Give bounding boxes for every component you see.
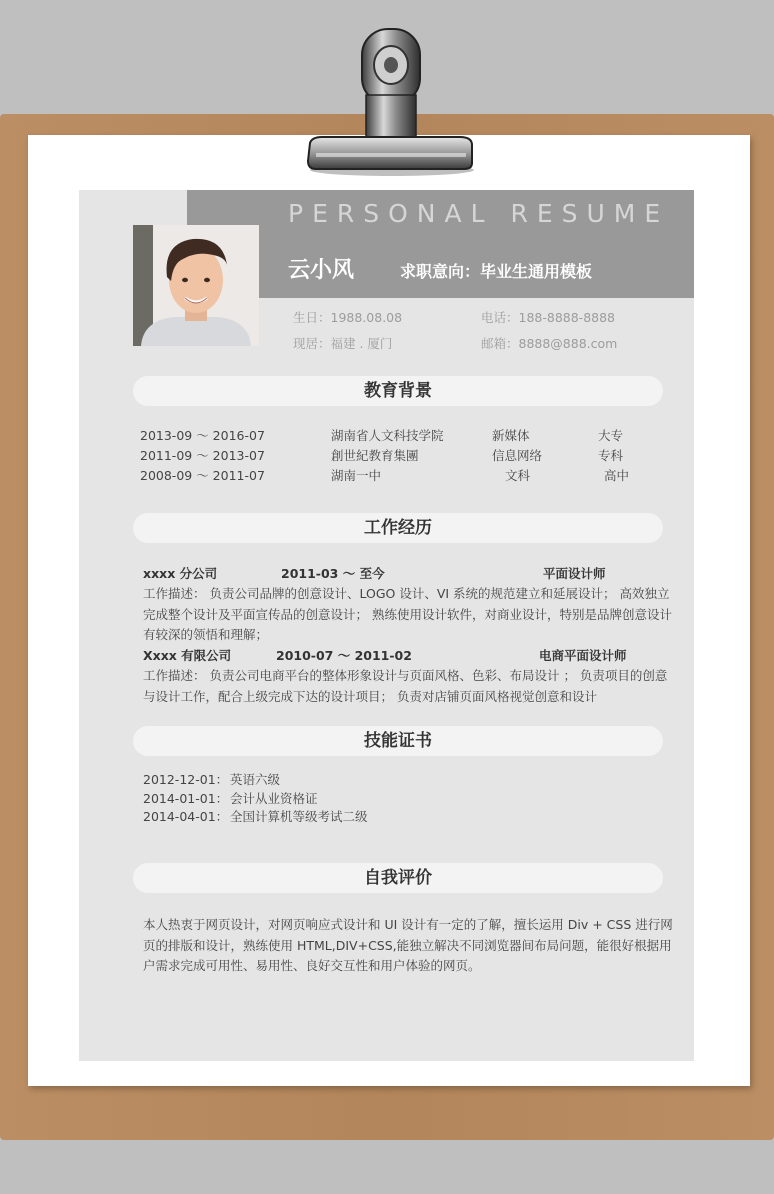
skill-name: 全国计算机等级考试二级 xyxy=(230,809,368,824)
job-company: Xxxx 有限公司 xyxy=(143,648,232,663)
evaluation-line: 户需求完成可用性、易用性、良好交互性和用户体验的网页。 xyxy=(143,958,481,974)
job-description xyxy=(143,584,672,646)
work-section-title: 工作经历 xyxy=(133,513,663,543)
education-degree: 专科 xyxy=(598,448,624,463)
job-company: xxxx 分公司 xyxy=(143,566,218,581)
phone-info: 电话：188-8888-8888 xyxy=(481,310,616,325)
job-description xyxy=(143,666,667,707)
description-line: 工作描述： 负责公司电商平台的整体形象设计与页面风格、色彩、布局设计 ； 负责项目的创意 xyxy=(143,668,668,683)
residence-info: 现居：福建 . 厦门 xyxy=(293,336,393,351)
job-period: 2011-03 ～ 至今 xyxy=(281,566,385,581)
self-evaluation-section-title: 自我评价 xyxy=(133,863,663,893)
evaluation-line: 本人热衷于网页设计，对网页响应式设计和 UI 设计有一定的了解，擅长运用 Div + CSS 进行网 xyxy=(143,917,673,932)
education-school: 湖南省人文科技学院 xyxy=(331,428,444,443)
skills-section-title: 技能证书 xyxy=(133,726,663,756)
education-major: 文科 xyxy=(505,468,531,483)
self-evaluation-text xyxy=(143,915,673,977)
job-position: 平面设计师 xyxy=(543,566,606,581)
education-section-title: 教育背景 xyxy=(133,376,663,406)
education-degree: 大专 xyxy=(598,428,624,443)
education-major: 新媒体 xyxy=(492,428,530,443)
candidate-name: 云小风 xyxy=(288,258,355,283)
job-objective: 求职意向：毕业生通用模板 xyxy=(400,262,593,281)
job-period: 2010-07 ～ 2011-02 xyxy=(276,648,412,663)
binder-clip-icon xyxy=(300,25,480,185)
education-period: 2008-09 ～ 2011-07 xyxy=(140,468,265,483)
email-info: 邮箱：8888@888.com xyxy=(481,336,618,351)
description-line: 完成整个设计及平面宣传品的创意设计； 熟练使用设计软件，对商业设计，特别是品牌创意设计 xyxy=(143,606,672,622)
education-period: 2011-09 ～ 2013-07 xyxy=(140,448,265,463)
skill-name: 英语六级 xyxy=(230,772,281,787)
skill-date: 2012-12-01： xyxy=(143,772,229,787)
profile-photo xyxy=(133,225,259,346)
description-line: 有较深的领悟和理解； xyxy=(143,627,269,643)
skill-date: 2014-04-01： xyxy=(143,809,229,824)
education-major: 信息网络 xyxy=(492,448,543,463)
education-period: 2013-09 ～ 2016-07 xyxy=(140,428,265,443)
description-line: 与设计工作，配合上级完成下达的设计项目； 负责对店铺页面风格视觉创意和设计 xyxy=(143,688,597,704)
education-school: 創世紀教育集團 xyxy=(331,448,419,463)
job-position: 电商平面设计师 xyxy=(539,648,627,663)
birth-info: 生日：1988.08.08 xyxy=(293,310,403,325)
education-school: 湖南一中 xyxy=(331,468,382,483)
skill-date: 2014-01-01： xyxy=(143,791,229,806)
avatar-image xyxy=(133,225,259,346)
skill-name: 会计从业资格证 xyxy=(230,791,318,806)
evaluation-line: 页的排版和设计，熟练使用 HTML,DIV+CSS,能独立解决不同浏览器间布局问题，能很好根据用 xyxy=(143,937,672,953)
education-degree: 高中 xyxy=(604,468,630,483)
resume-title: PERSONAL RESUME xyxy=(288,199,670,228)
description-line: 工作描述： 负责公司品牌的创意设计、LOGO 设计、VI 系统的规范建立和延展设计； 高效独立 xyxy=(143,586,670,601)
